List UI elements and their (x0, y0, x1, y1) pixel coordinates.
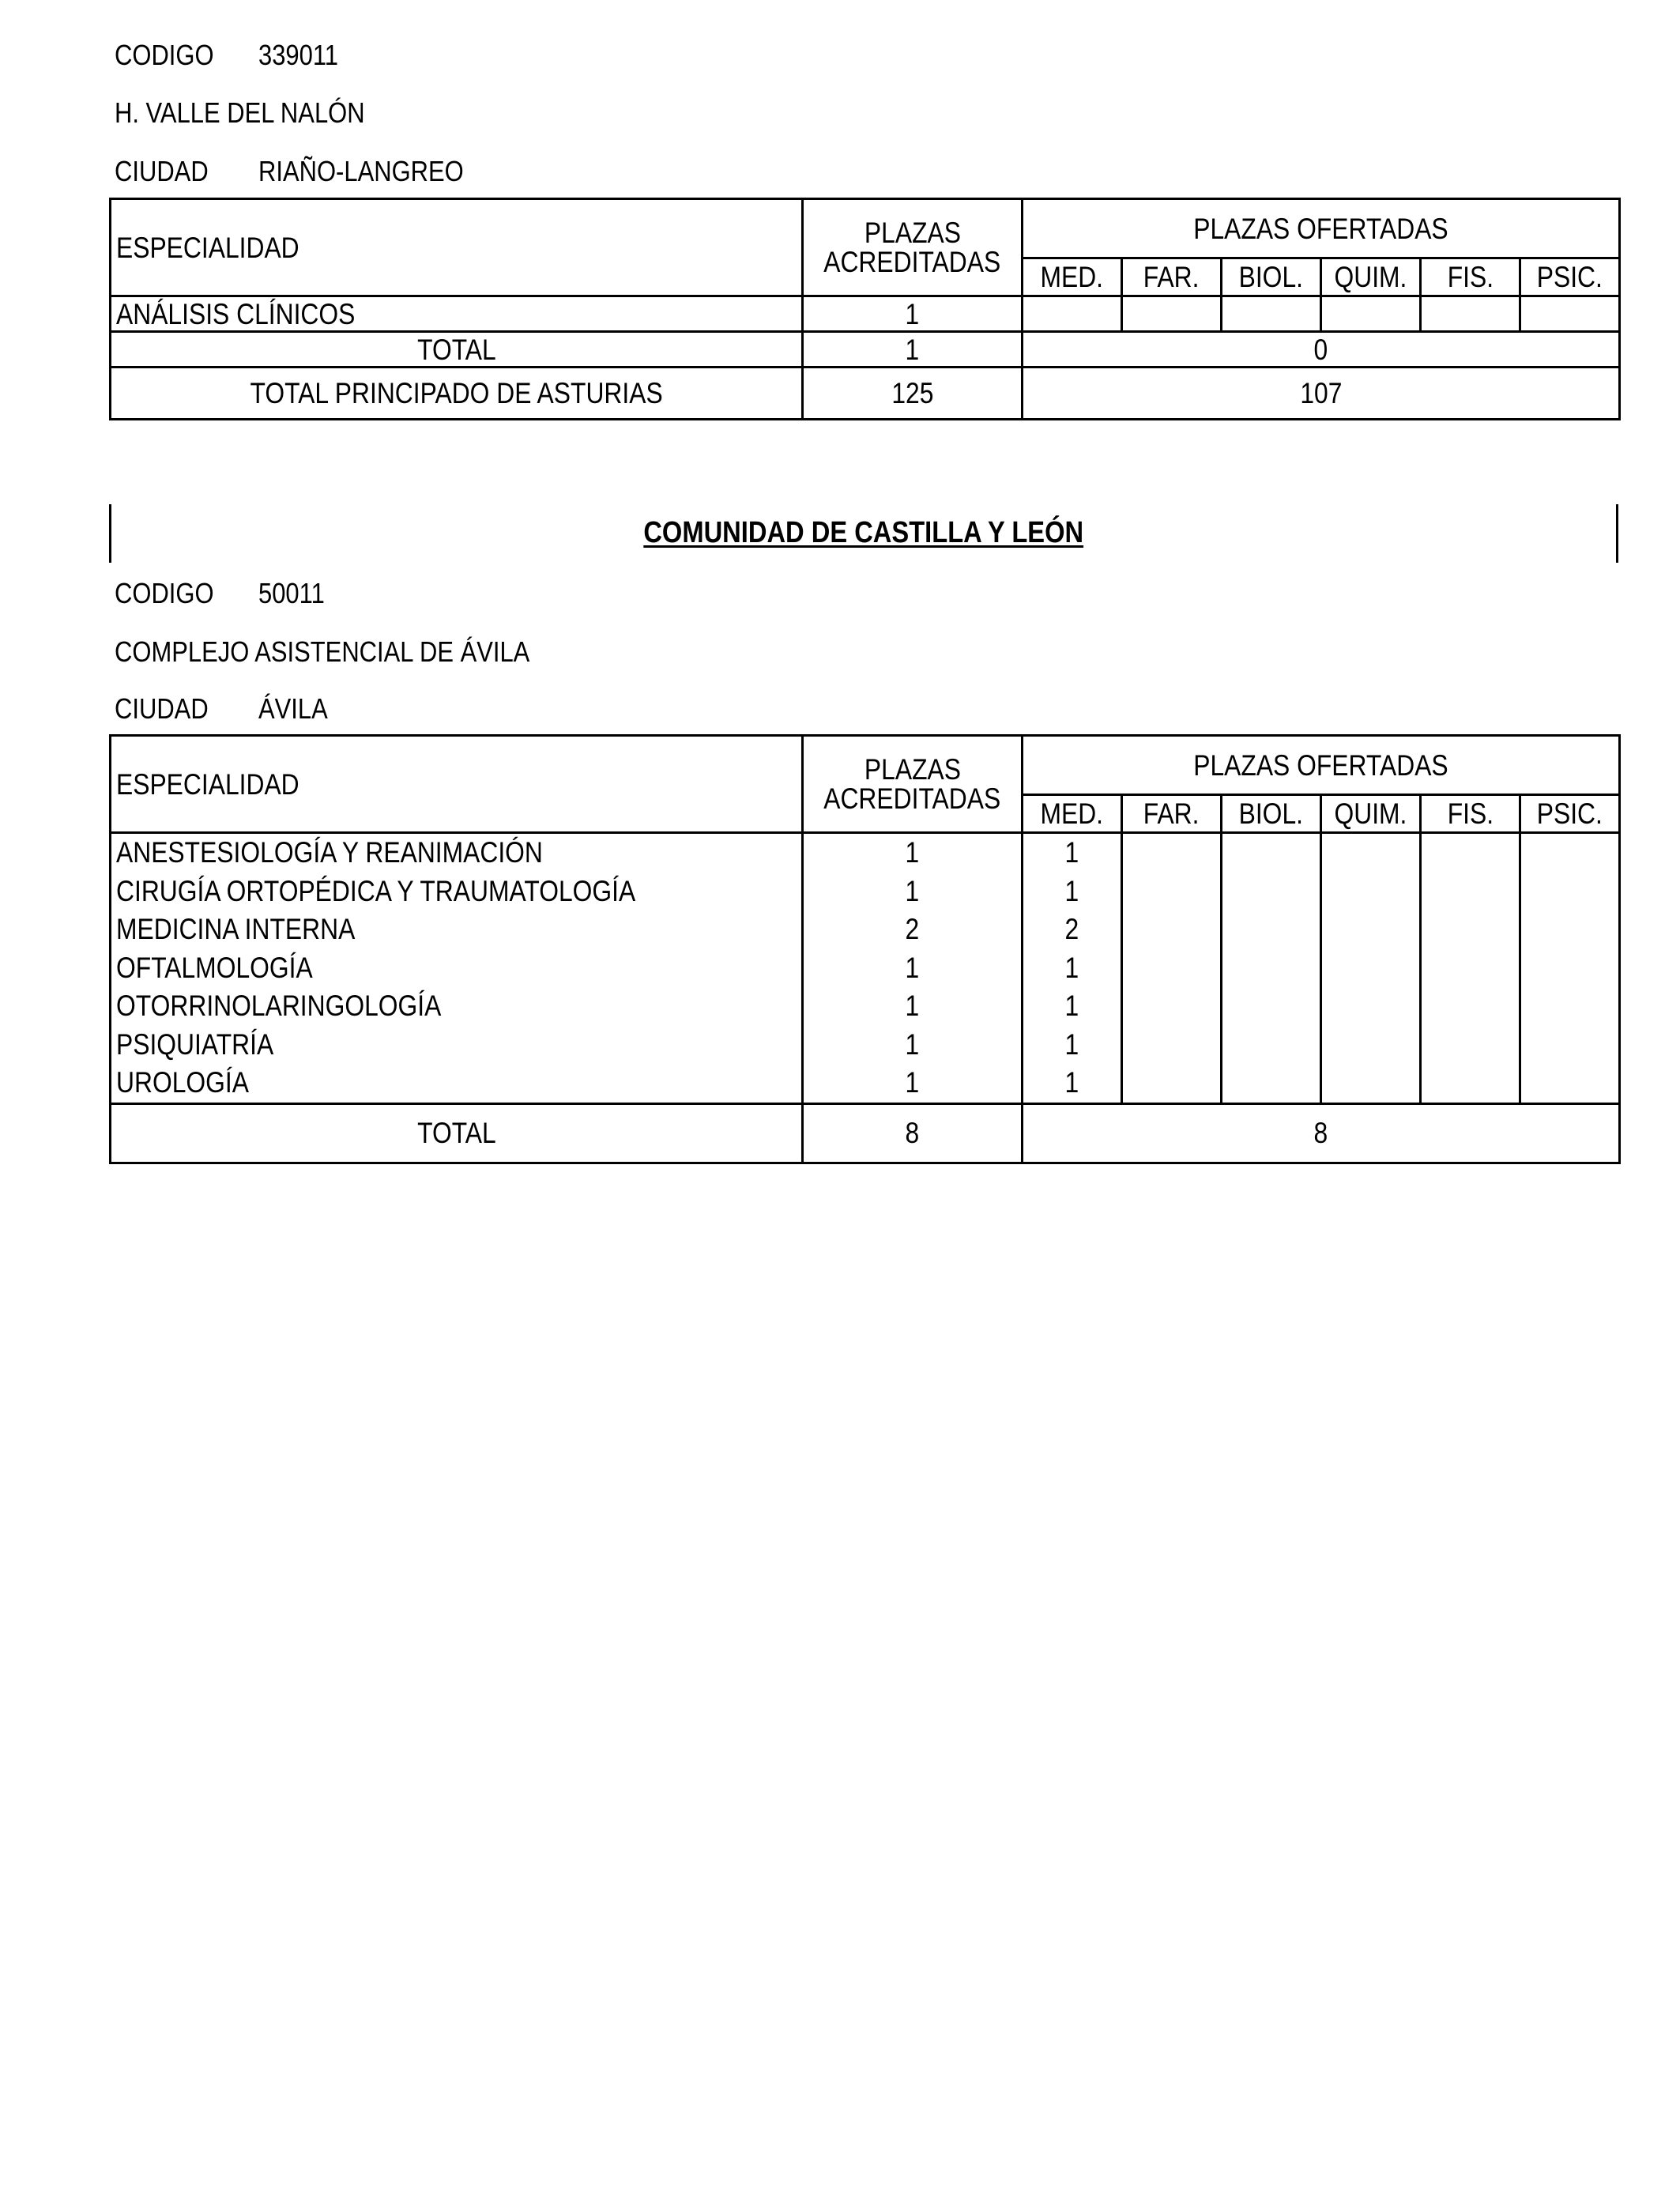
header-plazas-ofertadas: PLAZAS OFERTADAS (1023, 199, 1620, 258)
list-item: 2 (905, 913, 920, 945)
section-title: COMUNIDAD DE CASTILLA Y LEÓN (643, 516, 1084, 549)
col-quim: QUIM. (1321, 258, 1421, 296)
list-item: 1 (1064, 1066, 1079, 1099)
col-psic: PSIC. (1520, 795, 1620, 833)
row-especialidad: ANÁLISIS CLÍNICOS (111, 296, 803, 332)
biol-list (1222, 833, 1321, 1104)
row-quim (1321, 296, 1421, 332)
list-item: PSIQUIATRÍA (116, 1027, 274, 1061)
col-biol: BIOL. (1222, 795, 1321, 833)
total-row (111, 1103, 1620, 1163)
header-especialidad: ESPECIALIDAD (111, 736, 803, 833)
total-acreditadas: 1 (803, 332, 1023, 368)
med-list (1023, 833, 1122, 1104)
header-especialidad: ESPECIALIDAD (111, 199, 803, 296)
quim-list (1321, 833, 1421, 1104)
codigo-label: CODIGO (115, 577, 214, 609)
codigo-value: 339011 (258, 39, 339, 71)
psic-list (1520, 833, 1620, 1104)
row-acreditadas: 1 (803, 296, 1023, 332)
total-row (111, 332, 1620, 368)
row-fis (1421, 296, 1520, 332)
header-plazas-acreditadas: PLAZAS ACREDITADAS (803, 736, 1023, 833)
ciudad-label: CIUDAD (115, 692, 209, 725)
list-item: 1 (905, 990, 920, 1022)
col-biol: BIOL. (1222, 258, 1321, 296)
col-quim: QUIM. (1321, 795, 1421, 833)
table-body-rows (111, 833, 1620, 1104)
header-plazas-acreditadas: PLAZAS ACREDITADAS (803, 199, 1023, 296)
total-acreditadas: 8 (803, 1103, 1023, 1163)
ciudad-value: RIAÑO-LANGREO (258, 155, 464, 187)
list-item: UROLOGÍA (116, 1066, 249, 1099)
ciudad-value: ÁVILA (258, 692, 328, 725)
row-far (1122, 296, 1222, 332)
total-ofertadas: 8 (1023, 1103, 1620, 1163)
col-fis: FIS. (1421, 258, 1520, 296)
list-item: 1 (1064, 951, 1079, 984)
far-list (1122, 833, 1222, 1104)
list-item: OTORRINOLARINGOLOGÍA (116, 990, 442, 1022)
list-item: OFTALMOLOGÍA (116, 951, 313, 984)
grand-total-label: TOTAL PRINCIPADO DE ASTURIAS (111, 368, 803, 420)
row-med (1023, 296, 1122, 332)
list-item: 1 (1064, 836, 1079, 869)
total-label: TOTAL (111, 332, 803, 368)
col-med: MED. (1023, 795, 1122, 833)
acreditadas-list (803, 833, 1023, 1104)
col-fis: FIS. (1421, 795, 1520, 833)
col-far: FAR. (1122, 795, 1222, 833)
grand-total-ofertadas: 107 (1023, 368, 1620, 420)
list-item: ANESTESIOLOGÍA Y REANIMACIÓN (116, 836, 543, 869)
list-item: 1 (905, 951, 920, 984)
section-header (109, 504, 1618, 563)
list-item: 1 (905, 1066, 920, 1099)
table-row (111, 296, 1620, 332)
total-label: TOTAL (111, 1103, 803, 1163)
plazas-table-hospital2 (109, 734, 1621, 1164)
ciudad-label: CIUDAD (115, 155, 209, 187)
grand-total-acreditadas: 125 (803, 368, 1023, 420)
list-item: 1 (905, 836, 920, 869)
list-item: 1 (1064, 874, 1079, 907)
col-med: MED. (1023, 258, 1122, 296)
plazas-table-hospital1 (109, 198, 1621, 420)
col-far: FAR. (1122, 258, 1222, 296)
hospital-name: H. VALLE DEL NALÓN (115, 96, 365, 129)
codigo-value: 50011 (258, 577, 325, 609)
list-item: 1 (905, 874, 920, 907)
total-ofertadas: 0 (1023, 332, 1620, 368)
list-item: CIRUGÍA ORTOPÉDICA Y TRAUMATOLOGÍA (116, 874, 636, 907)
list-item: 1 (905, 1027, 920, 1061)
grand-total-row (111, 368, 1620, 420)
codigo-label: CODIGO (115, 39, 214, 71)
list-item: 1 (1064, 990, 1079, 1022)
header-plazas-ofertadas: PLAZAS OFERTADAS (1023, 736, 1620, 795)
col-psic: PSIC. (1520, 258, 1620, 296)
row-psic (1520, 296, 1620, 332)
row-biol (1222, 296, 1321, 332)
list-item: 2 (1064, 913, 1079, 945)
list-item: 1 (1064, 1027, 1079, 1061)
list-item: MEDICINA INTERNA (116, 913, 356, 945)
especialidad-list (111, 833, 803, 1104)
fis-list (1421, 833, 1520, 1104)
hospital-name: COMPLEJO ASISTENCIAL DE ÁVILA (115, 635, 530, 668)
